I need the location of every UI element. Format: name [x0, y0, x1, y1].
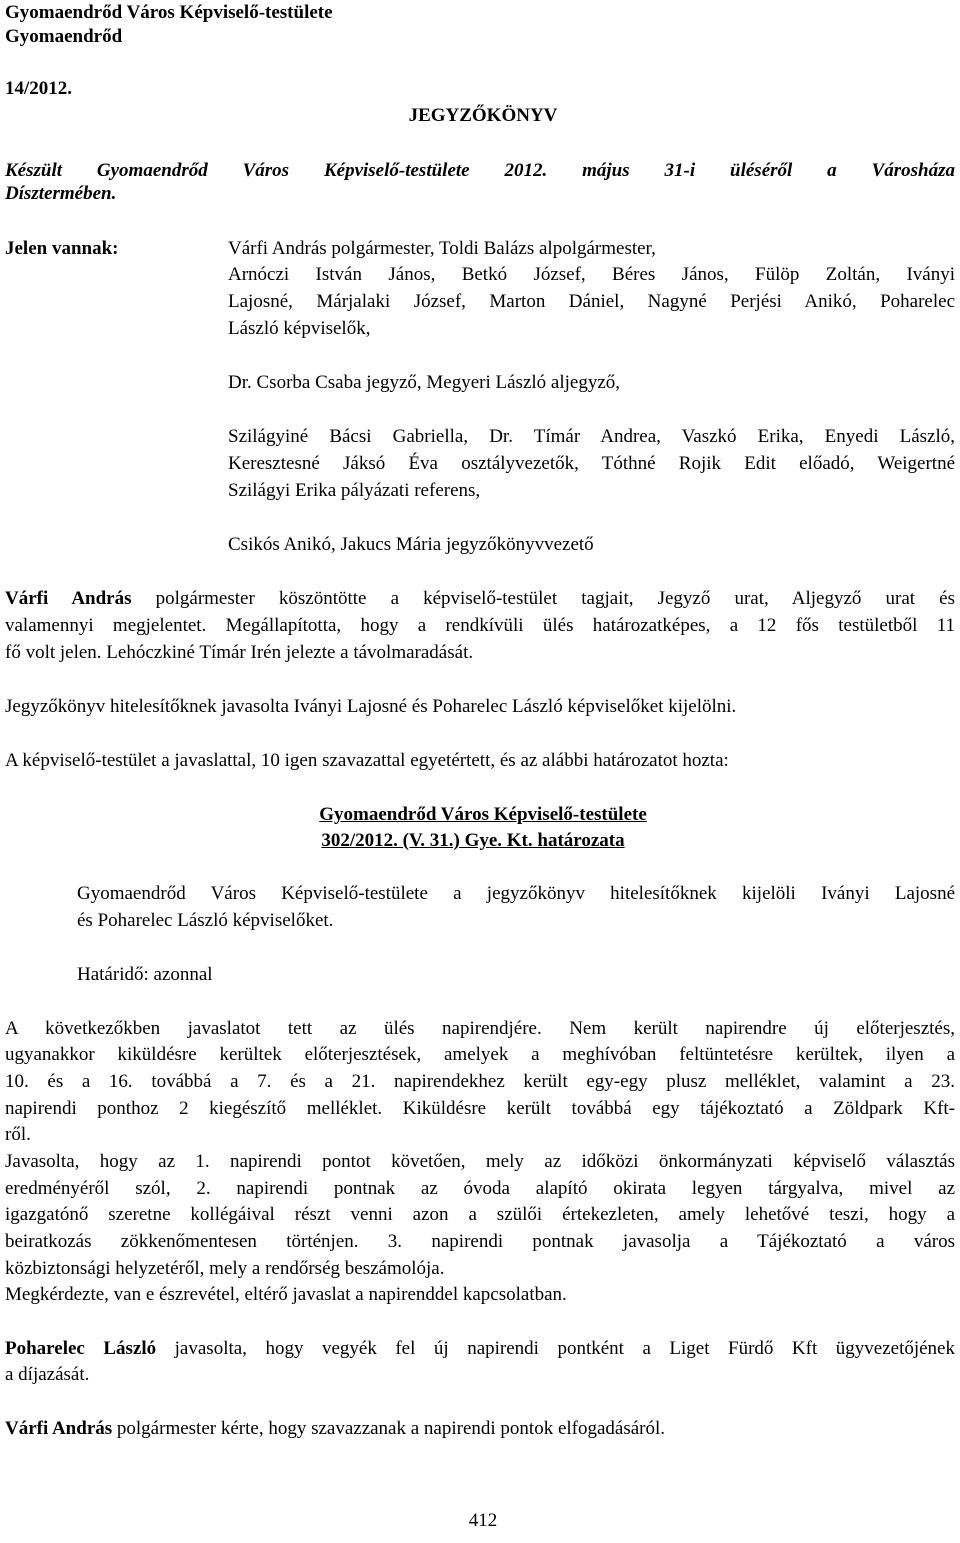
- staff-line-2: Keresztesné Jáksó Éva osztályvezetők, Tóthné Rojik Edit előadó, Weigertné: [228, 453, 955, 474]
- recorders-line: Csikós Anikó, Jakucs Mária jegyzőkönyvvezető: [228, 534, 594, 555]
- page-number: 412: [468, 1510, 498, 1531]
- intro-line-2: Dísztermében.: [5, 183, 117, 204]
- authenticators-paragraph: Jegyzőkönyv hitelesítőknek javasolta Iványi Lajosné és Poharelec László képviselőket kijelölni.: [5, 696, 737, 717]
- doc-number: 14/2012.: [5, 78, 73, 99]
- proposal-line-3: igazgatónő szeretne kollégáival részt venni azon a szülői értekezleten, amely lehetővé teszi, hogy a: [5, 1204, 955, 1225]
- staff-line-1: Szilágyiné Bácsi Gabriella, Dr. Tímár Andrea, Vaszkó Erika, Enyedi László,: [228, 426, 955, 447]
- opening-line-1: [5, 586, 955, 611]
- org-city: Gyomaendrőd: [5, 26, 123, 47]
- agenda-line-2: ugyanakkor kiküldésre kerültek előterjesztések, amelyek a meghívóban feltüntetésre kerültek, ilyen a: [5, 1044, 955, 1065]
- opening-text: polgármester köszöntötte a képviselő-testület tagjait, Jegyző urat, Aljegyző urat és: [155, 588, 955, 609]
- speaker-name: Várfi András: [5, 588, 132, 609]
- resolution-title-1: Gyomaendrőd Város Képviselő-testülete: [319, 804, 647, 825]
- question-line: Megkérdezte, van e észrevétel, eltérő javaslat a napirenddel kapcsolatban.: [5, 1284, 567, 1305]
- resolution-body-2: és Poharelec László képviselőket.: [77, 910, 334, 931]
- attendees-line-2: Arnóczi István János, Betkó József, Béres János, Fülöp Zoltán, Iványi: [228, 264, 955, 285]
- proposal-line-2: eredményéről szól, 2. napirendi pontnak az óvoda alapító okirata legyen tárgyalva, mivel az: [5, 1178, 955, 1199]
- agenda-line-4: napirendi ponthoz 2 kiegészítő melléklet. Kiküldésre került továbbá egy tájékoztató a Zöldpark Kft-: [5, 1098, 955, 1119]
- poharelec-line-2: a díjazását.: [5, 1364, 90, 1385]
- proposal-line-5: közbiztonsági helyzetéről, mely a rendőrség beszámolója.: [5, 1258, 445, 1279]
- resolution-body-1: Gyomaendrőd Város Képviselő-testülete a jegyzőkönyv hitelesítőknek kijelöli Iványi Lajosné: [77, 883, 955, 904]
- proposal-line-4: beiratkozás zökkenőmentesen történjen. 3. napirendi pontnak javasolja a Tájékoztató a város: [5, 1231, 955, 1252]
- attendees-line-1: Várfi András polgármester, Toldi Balázs alpolgármester,: [228, 238, 656, 259]
- poharelec-text: javasolta, hogy vegyék fel új napirendi pontként a Liget Fürdő Kft ügyvezetőjének: [174, 1338, 955, 1359]
- attendees-line-3: Lajosné, Márjalaki József, Marton Dániel, Nagyné Perjési Anikó, Poharelec: [228, 291, 955, 312]
- notary-line: Dr. Csorba Csaba jegyző, Megyeri László aljegyző,: [228, 372, 621, 393]
- attendees-label: Jelen vannak:: [5, 238, 119, 259]
- speaker-name: Várfi András: [5, 1418, 113, 1439]
- doc-title: JEGYZŐKÖNYV: [408, 105, 558, 126]
- resolution-deadline: Határidő: azonnal: [77, 964, 213, 985]
- agenda-line-1: A következőkben javaslatot tett az ülés napirendjére. Nem került napirendre új előterjesztés,: [5, 1018, 955, 1039]
- closing-text: polgármester kérte, hogy szavazzanak a napirendi pontok elfogadásáról.: [116, 1418, 666, 1439]
- intro-line-1: Készült Gyomaendrőd Város Képviselő-testülete 2012. május 31-i üléséről a Városháza: [5, 160, 955, 181]
- proposal-line-1: Javasolta, hogy az 1. napirendi pontot követően, mely az időközi önkormányzati képviselő választás: [5, 1151, 955, 1172]
- attendees-line-4: László képviselők,: [228, 318, 371, 339]
- staff-line-3: Szilágyi Erika pályázati referens,: [228, 480, 481, 501]
- resolution-title-2: 302/2012. (V. 31.) Gye. Kt. határozata: [321, 830, 625, 851]
- vote-paragraph: A képviselő-testület a javaslattal, 10 igen szavazattal egyetértett, és az alábbi határozatot hozta:: [5, 750, 729, 771]
- org-name: Gyomaendrőd Város Képviselő-testülete: [5, 2, 333, 23]
- opening-line-2: valamennyi megjelentet. Megállapította, hogy a rendkívüli ülés határozatképes, a 12 fős testületből 11: [5, 615, 955, 636]
- opening-line-3: fő volt jelen. Lehóczkiné Tímár Irén jelezte a távolmaradását.: [5, 642, 474, 663]
- poharelec-line-1: [5, 1336, 955, 1361]
- speaker-name: Poharelec László: [5, 1338, 157, 1359]
- closing-line: [5, 1416, 665, 1441]
- agenda-line-5: ről.: [5, 1124, 31, 1145]
- agenda-line-3: 10. és a 16. továbbá a 7. és a 21. napirendekhez került egy-egy plusz melléklet, valamint a 23.: [5, 1071, 955, 1092]
